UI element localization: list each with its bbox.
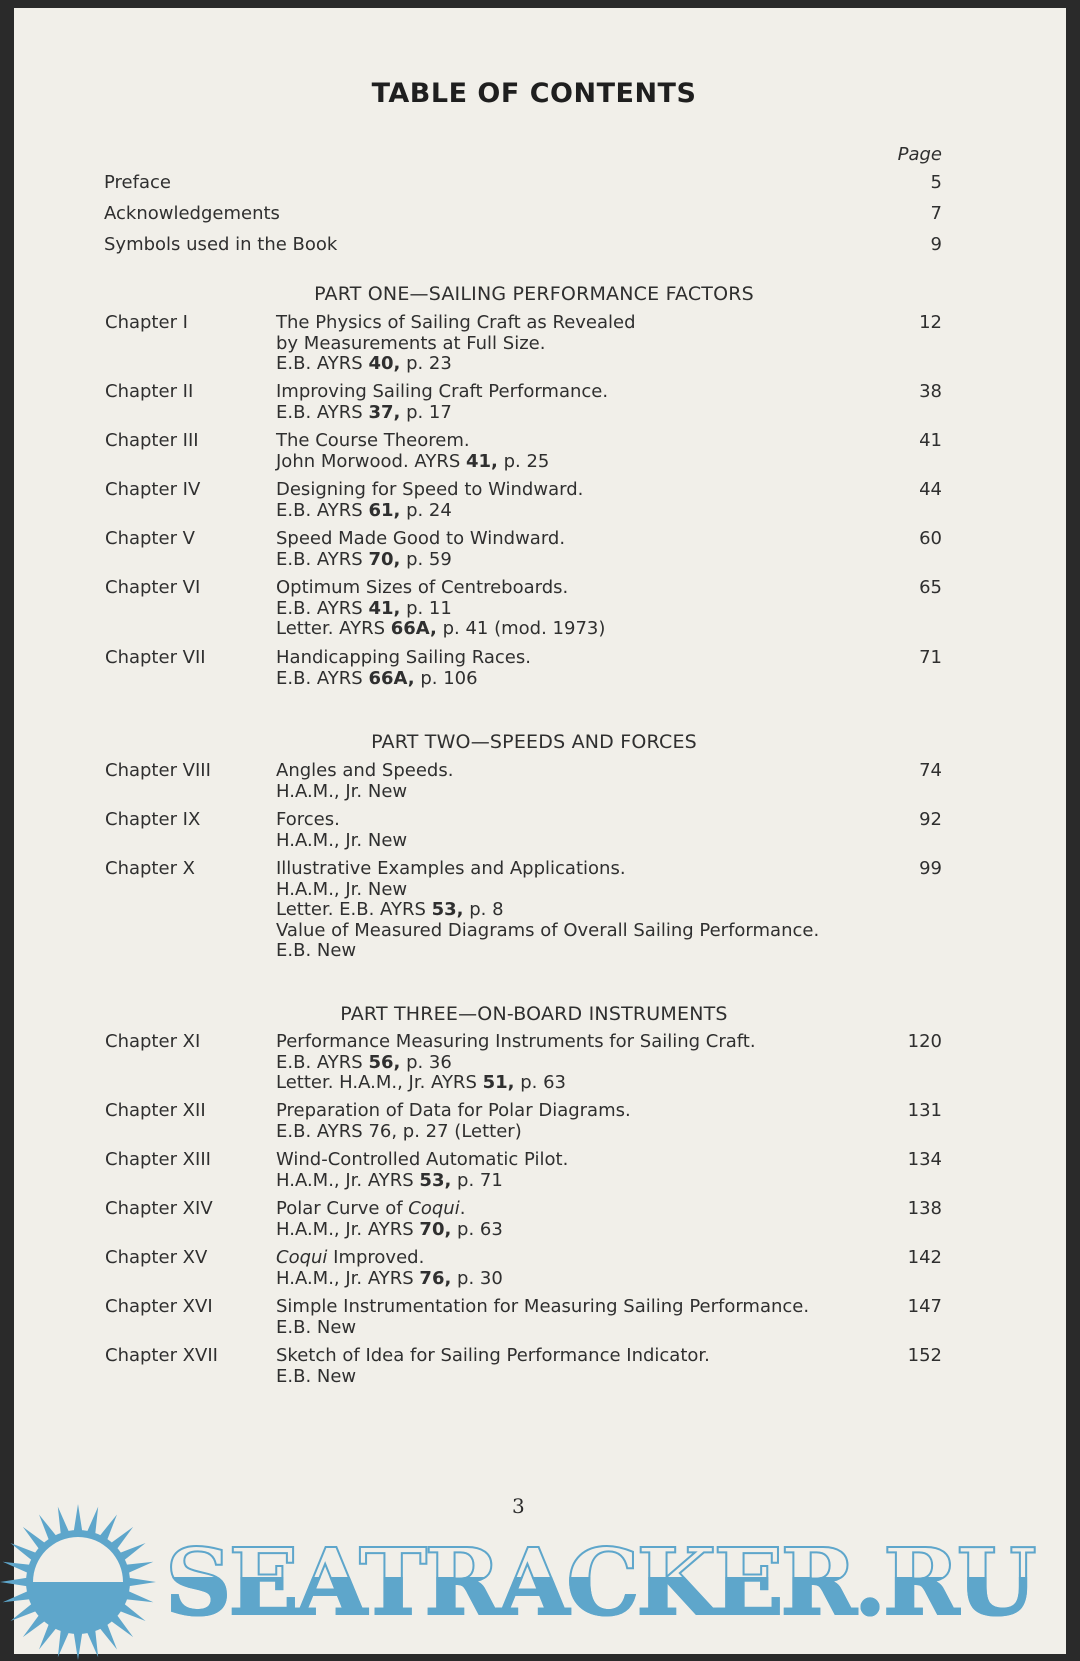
chapter-source — [276, 1122, 836, 1143]
page-number: 3 — [512, 1494, 525, 1518]
issue-number: 70, — [419, 1218, 452, 1240]
chapter-description — [276, 382, 836, 423]
chapter-label: Chapter VII — [105, 647, 206, 668]
chapter-title — [276, 1248, 836, 1269]
issue-number: 37, — [368, 401, 401, 423]
chapter-source — [276, 669, 836, 690]
chapter-source — [276, 550, 836, 571]
text-segment: Angles and Speeds. — [276, 760, 454, 781]
text-segment: p. 41 (mod. 1973) — [436, 618, 606, 639]
chapter-description — [276, 859, 836, 962]
text-segment: E.B. New — [276, 940, 357, 961]
page-ref: 99 — [919, 858, 942, 879]
page-ref: 9 — [930, 234, 942, 255]
text-segment: p. 23 — [400, 353, 452, 374]
chapter-source — [276, 1367, 836, 1388]
chapter-description — [276, 761, 836, 802]
chapter-entry[interactable] — [14, 1032, 954, 1094]
chapter-description — [276, 313, 836, 375]
chapter-label: Chapter IV — [105, 479, 201, 500]
chapter-description — [276, 1297, 836, 1338]
text-segment: E.B. AYRS — [276, 499, 369, 521]
text-segment: p. 71 — [451, 1169, 503, 1191]
page-ref: 44 — [919, 479, 942, 500]
front-matter-label: Symbols used in the Book — [104, 234, 338, 255]
page-ref: 71 — [919, 647, 942, 668]
chapter-label: Chapter VIII — [105, 760, 211, 781]
chapter-label: Chapter XII — [105, 1100, 206, 1121]
chapter-description — [276, 648, 836, 689]
text-segment: Letter. E.B. AYRS — [276, 899, 432, 920]
chapter-description — [276, 1248, 836, 1289]
issue-number: 66A, — [390, 618, 437, 639]
text-segment: E.B. New — [276, 1316, 357, 1338]
part-heading: PART THREE—ON-BOARD INSTRUMENTS — [340, 1003, 728, 1025]
text-segment: Sketch of Idea for Sailing Performance Indicator. — [276, 1345, 710, 1366]
chapter-title — [276, 480, 836, 501]
issue-number: 61, — [368, 499, 401, 521]
chapter-source — [276, 1171, 836, 1192]
issue-number: 53, — [431, 899, 464, 920]
chapter-entry[interactable] — [14, 313, 954, 375]
page-title: TABLE OF CONTENTS — [371, 78, 697, 109]
text-segment: Improving Sailing Craft Performance. — [276, 381, 609, 402]
text-segment: p. 24 — [400, 499, 452, 521]
text-segment: Polar Curve of — [276, 1198, 409, 1219]
front-matter-label: Acknowledgements — [104, 203, 280, 224]
issue-number: 41, — [368, 597, 401, 619]
text-segment: H.A.M., Jr. AYRS — [276, 1267, 420, 1289]
chapter-label: Chapter X — [105, 858, 196, 879]
chapter-source — [276, 1053, 836, 1074]
chapter-description — [276, 480, 836, 521]
book-page — [14, 8, 1066, 1654]
text-segment: E.B. AYRS — [276, 667, 369, 689]
page-ref: 120 — [907, 1031, 942, 1052]
page-ref: 7 — [930, 203, 942, 224]
chapter-title — [276, 1199, 836, 1220]
issue-number: 56, — [368, 1051, 401, 1073]
chapter-description — [276, 529, 836, 570]
issue-number: 53, — [419, 1169, 452, 1191]
text-segment: Preparation of Data for Polar Diagrams. — [276, 1100, 631, 1121]
chapter-title — [276, 648, 836, 669]
chapter-source — [276, 921, 836, 942]
boat-name: Coqui — [408, 1198, 460, 1219]
chapter-source — [276, 599, 836, 620]
text-segment: E.B. AYRS — [276, 401, 369, 423]
chapter-source — [276, 403, 836, 424]
page-ref: 92 — [919, 809, 942, 830]
part-heading: PART TWO—SPEEDS AND FORCES — [371, 731, 697, 753]
text-segment: Handicapping Sailing Races. — [276, 647, 531, 668]
page-ref: 41 — [919, 430, 942, 451]
chapter-entry[interactable] — [14, 1150, 954, 1191]
text-segment: p. 63 — [451, 1218, 503, 1240]
chapter-title — [276, 1346, 836, 1367]
text-segment: E.B. AYRS 76, p. 27 (Letter) — [276, 1120, 522, 1142]
chapter-source — [276, 831, 836, 852]
text-segment: p. 8 — [463, 899, 504, 920]
page-ref: 147 — [907, 1296, 942, 1317]
issue-number: 70, — [368, 548, 401, 570]
chapter-description — [276, 1150, 836, 1191]
page-ref: 60 — [919, 528, 942, 549]
chapter-entry[interactable] — [14, 859, 954, 962]
chapter-title — [276, 578, 836, 599]
chapter-entry[interactable] — [14, 1101, 954, 1142]
issue-number: 41, — [465, 450, 498, 472]
text-segment: p. 30 — [451, 1267, 503, 1289]
page-ref: 142 — [907, 1247, 942, 1268]
chapter-entry[interactable] — [14, 529, 954, 570]
text-segment: p. 59 — [400, 548, 452, 570]
text-segment: John Morwood. AYRS — [276, 450, 466, 472]
chapter-label: Chapter IX — [105, 809, 201, 830]
chapter-description — [276, 1346, 836, 1387]
chapter-title — [276, 382, 836, 403]
chapter-source — [276, 1220, 836, 1241]
text-segment: Optimum Sizes of Centreboards. — [276, 577, 569, 598]
text-segment: The Course Theorem. — [276, 430, 470, 451]
text-segment: Value of Measured Diagrams of Overall Sailing Performance. — [276, 919, 820, 941]
text-segment: H.A.M., Jr. AYRS — [276, 1169, 420, 1191]
issue-number: 51, — [482, 1072, 515, 1093]
text-segment: E.B. AYRS — [276, 353, 369, 374]
chapter-source — [276, 1073, 836, 1094]
chapter-label: Chapter XVII — [105, 1345, 218, 1366]
chapter-title — [276, 859, 836, 880]
text-segment: Letter. H.A.M., Jr. AYRS — [276, 1072, 483, 1093]
text-segment: Speed Made Good to Windward. — [276, 528, 566, 549]
page-ref: 12 — [919, 312, 942, 333]
chapter-entry[interactable] — [14, 761, 954, 802]
chapter-description — [276, 1101, 836, 1142]
issue-number: 66A, — [368, 667, 415, 689]
text-segment: Illustrative Examples and Applications. — [276, 858, 626, 879]
text-segment: p. 11 — [400, 597, 452, 619]
chapter-description — [276, 1199, 836, 1240]
chapter-entry[interactable] — [14, 810, 954, 851]
page-column-header: Page — [897, 144, 942, 165]
page-ref: 134 — [907, 1149, 942, 1170]
chapter-description — [276, 578, 836, 640]
chapter-entry[interactable] — [14, 1297, 954, 1338]
chapter-title — [276, 529, 836, 550]
chapter-description — [276, 810, 836, 851]
chapter-label: Chapter V — [105, 528, 195, 549]
chapter-source — [276, 782, 836, 803]
chapter-source — [276, 1318, 836, 1339]
text-segment: Designing for Speed to Windward. — [276, 479, 584, 500]
issue-number: 40, — [368, 353, 401, 374]
chapter-label: Chapter XV — [105, 1247, 208, 1268]
chapter-label: Chapter XIII — [105, 1149, 211, 1170]
chapter-label: Chapter III — [105, 430, 199, 451]
chapter-title — [276, 313, 836, 334]
page-ref: 74 — [919, 760, 942, 781]
text-segment: H.A.M., Jr. New — [276, 878, 408, 900]
chapter-label: Chapter I — [105, 312, 188, 333]
text-segment: . — [459, 1198, 466, 1219]
text-segment: Improved. — [327, 1247, 425, 1268]
chapter-title — [276, 431, 836, 452]
chapter-title — [276, 1032, 836, 1053]
text-segment: by Measurements at Full Size. — [276, 332, 546, 354]
chapter-source — [276, 880, 836, 901]
chapter-source — [276, 334, 836, 355]
text-segment: Wind-Controlled Automatic Pilot. — [276, 1149, 569, 1170]
text-segment: p. 106 — [414, 667, 478, 689]
chapter-source — [276, 501, 836, 522]
text-segment: p. 25 — [497, 450, 550, 472]
chapter-description — [276, 431, 836, 472]
text-segment: Letter. AYRS — [276, 618, 391, 639]
chapter-entry[interactable] — [14, 382, 954, 423]
chapter-description — [276, 1032, 836, 1094]
chapter-entry[interactable] — [14, 648, 954, 689]
issue-number: 76, — [419, 1267, 452, 1289]
text-segment: p. 63 — [514, 1072, 566, 1093]
chapter-entry[interactable] — [14, 578, 954, 640]
text-segment: Performance Measuring Instruments for Sailing Craft. — [276, 1031, 756, 1052]
chapter-source — [276, 900, 836, 921]
chapter-source — [276, 452, 836, 473]
chapter-label: Chapter XIV — [105, 1198, 213, 1219]
text-segment: H.A.M., Jr. AYRS — [276, 1218, 420, 1240]
chapter-source — [276, 619, 836, 640]
chapter-entry[interactable] — [14, 1199, 954, 1240]
chapter-label: Chapter VI — [105, 577, 201, 598]
text-segment: Simple Instrumentation for Measuring Sailing Performance. — [276, 1296, 810, 1317]
text-segment: E.B. AYRS — [276, 597, 369, 619]
page-ref: 138 — [907, 1198, 942, 1219]
chapter-title — [276, 761, 836, 782]
chapter-title — [276, 810, 836, 831]
text-segment: H.A.M., Jr. New — [276, 780, 408, 802]
chapter-label: Chapter II — [105, 381, 194, 402]
text-segment: E.B. AYRS — [276, 1051, 369, 1073]
text-segment: E.B. New — [276, 1365, 357, 1387]
chapter-source — [276, 1269, 836, 1290]
text-segment: p. 36 — [400, 1051, 452, 1073]
page-ref: 5 — [930, 172, 942, 193]
page-ref: 131 — [907, 1100, 942, 1121]
page-ref: 152 — [907, 1345, 942, 1366]
boat-name: Coqui — [276, 1247, 328, 1268]
part-heading: PART ONE—SAILING PERFORMANCE FACTORS — [314, 283, 754, 305]
text-segment: The Physics of Sailing Craft as Revealed — [276, 312, 636, 333]
chapter-entry[interactable] — [14, 431, 954, 472]
chapter-title — [276, 1150, 836, 1171]
front-matter-label: Preface — [104, 172, 171, 193]
chapter-label: Chapter XI — [105, 1031, 201, 1052]
chapter-entry[interactable] — [14, 1346, 954, 1387]
chapter-entry[interactable] — [14, 1248, 954, 1289]
chapter-entry[interactable] — [14, 480, 954, 521]
page-ref: 38 — [919, 381, 942, 402]
chapter-source — [276, 941, 836, 962]
chapter-source — [276, 354, 836, 375]
text-segment: H.A.M., Jr. New — [276, 829, 408, 851]
chapter-title — [276, 1101, 836, 1122]
chapter-label: Chapter XVI — [105, 1296, 213, 1317]
page-ref: 65 — [919, 577, 942, 598]
text-segment: Forces. — [276, 809, 340, 830]
text-segment: p. 17 — [400, 401, 452, 423]
text-segment: E.B. AYRS — [276, 548, 369, 570]
chapter-title — [276, 1297, 836, 1318]
